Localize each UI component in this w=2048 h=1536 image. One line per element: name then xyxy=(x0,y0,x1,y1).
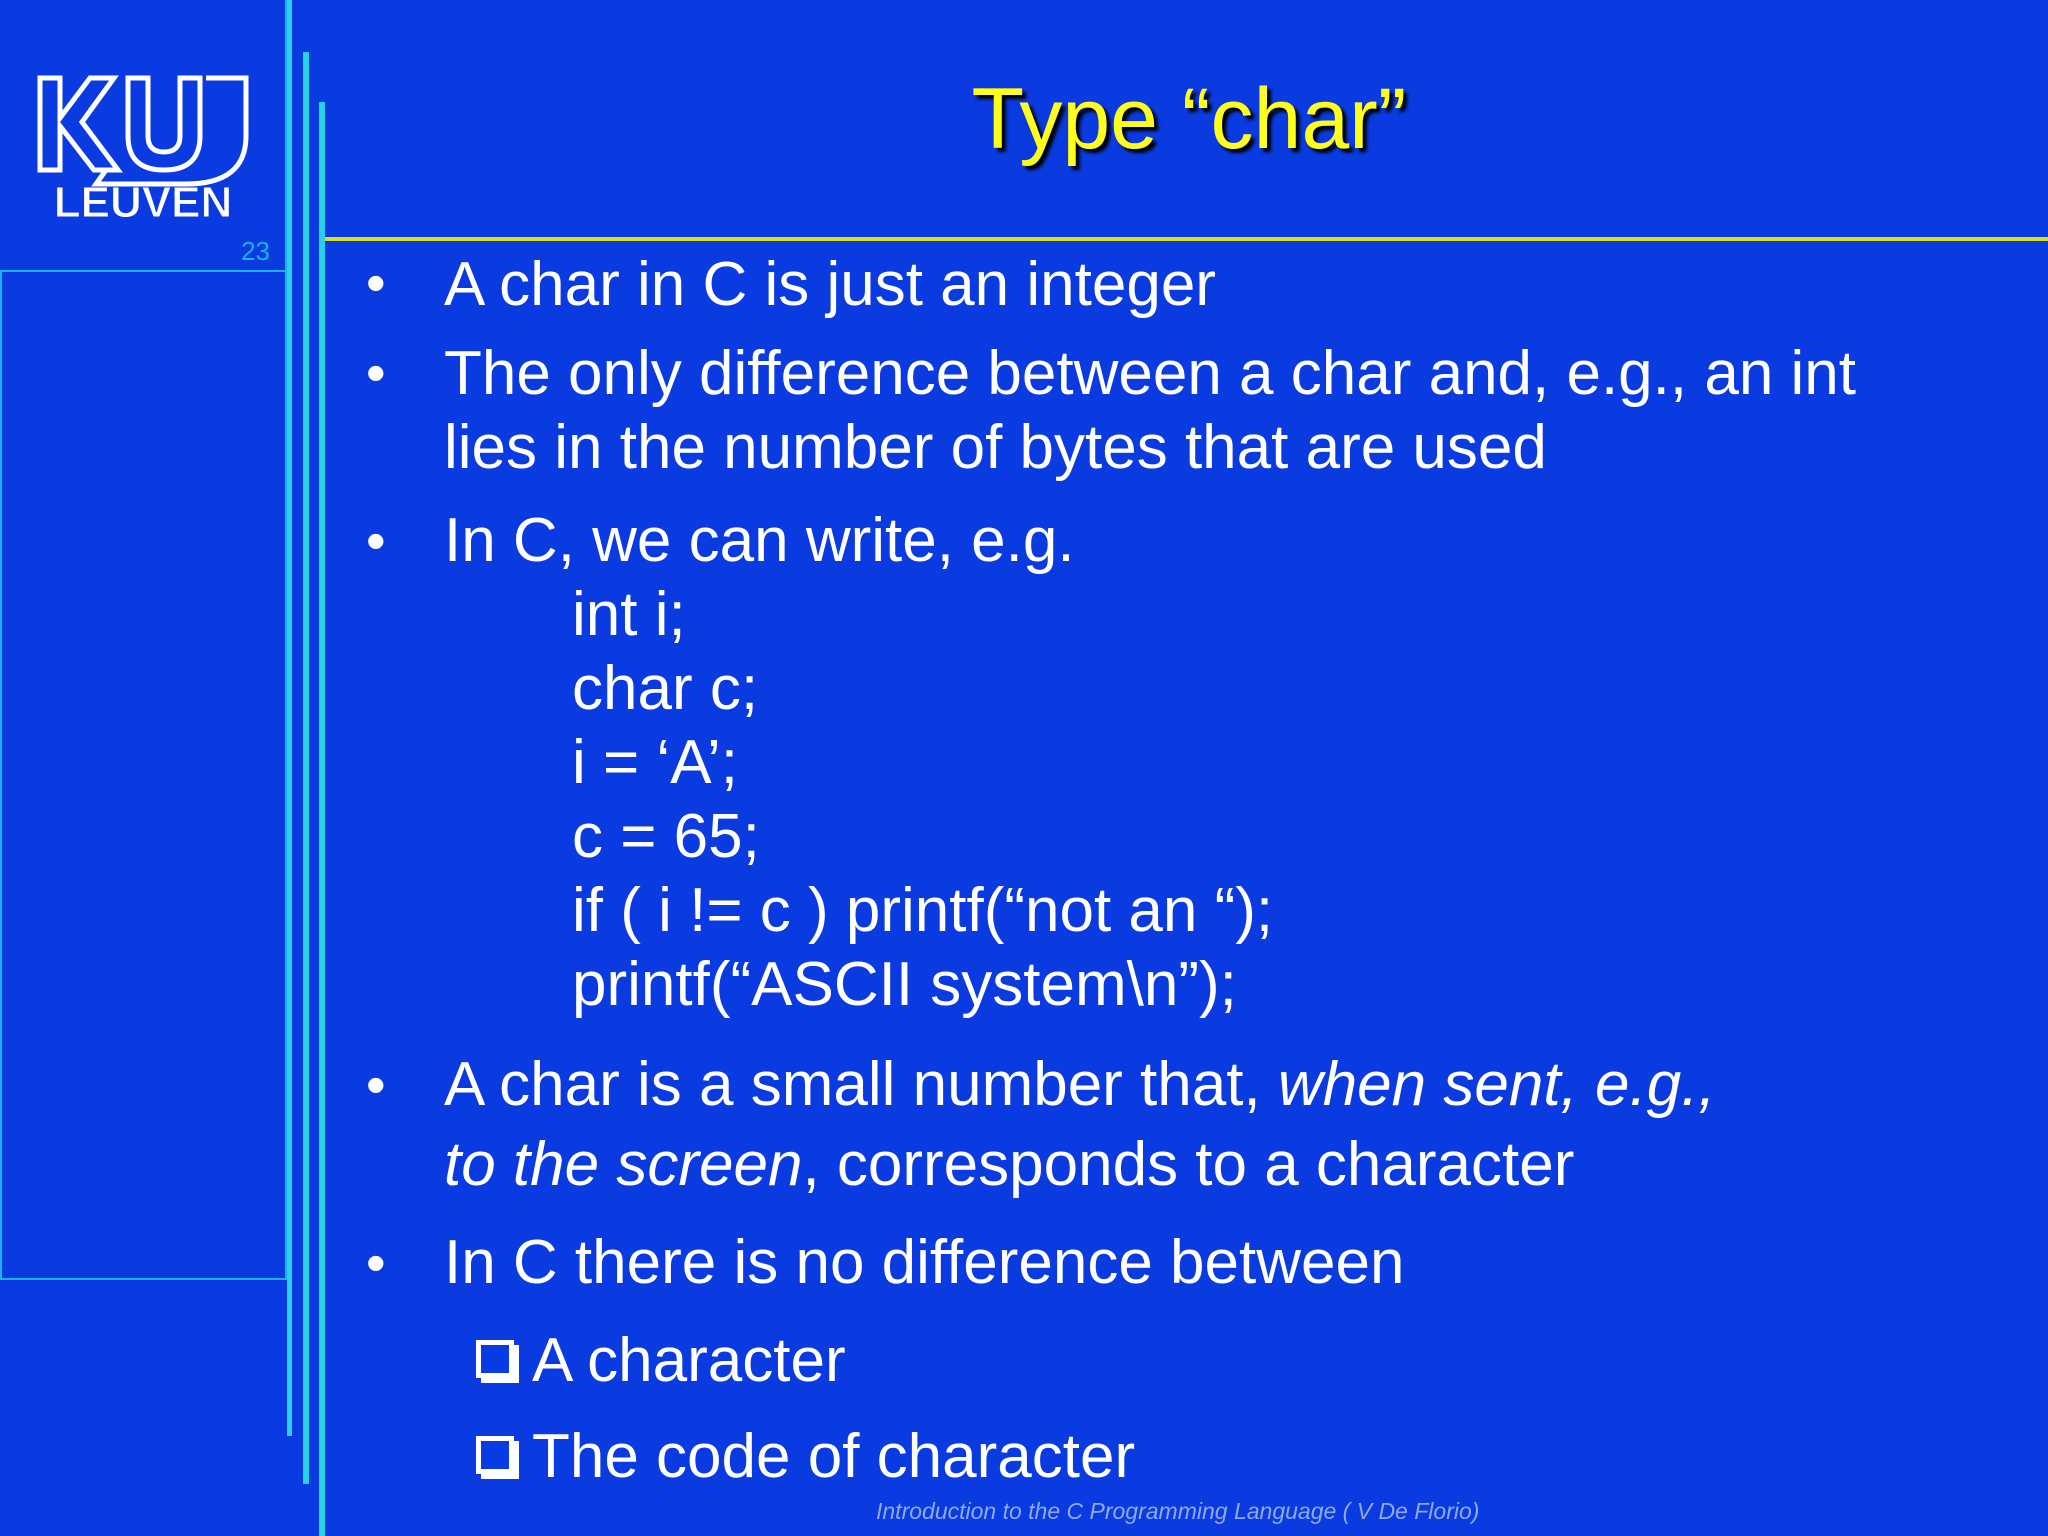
footer-text: Introduction to the C Programming Language ( V De Florio) xyxy=(876,1498,1480,1524)
checkbox-bullet-icon xyxy=(476,1340,514,1378)
code-line: printf(“ASCII system\n”); xyxy=(572,950,1237,1019)
bullet-text: A char is a small number that, when sent, e.g., xyxy=(444,1050,1716,1119)
bullet-marker: • xyxy=(366,1053,386,1116)
code-line: char c; xyxy=(572,654,759,723)
bullet-marker: • xyxy=(366,509,386,572)
bullet-marker: • xyxy=(366,1231,386,1294)
code-line: if ( i != c ) printf(“not an “); xyxy=(572,876,1274,945)
code-line: c = 65; xyxy=(572,802,760,871)
sub-item-text: The code of character xyxy=(532,1422,1136,1491)
code-line: i = ‘A’; xyxy=(572,728,738,797)
slide-title: Type “char” xyxy=(971,71,1407,167)
bullet-text: A char in C is just an integer xyxy=(444,250,1216,319)
bullet-text: to the screen, corresponds to a character xyxy=(444,1130,1575,1199)
bullet-text: In C, we can write, e.g. xyxy=(444,506,1075,575)
bullet-marker: • xyxy=(366,251,386,314)
code-line: int i; xyxy=(572,580,686,649)
bullet-text: In C there is no difference between xyxy=(444,1228,1405,1297)
slide-number: 23 xyxy=(241,236,270,266)
svg-text:LEUVEN: LEUVEN xyxy=(53,178,233,224)
bullet-text: lies in the number of bytes that are used xyxy=(444,413,1547,482)
checkbox-bullet-icon xyxy=(476,1436,514,1474)
bullet-marker: • xyxy=(366,341,386,404)
bullet-text: The only difference between a char and, e.g., an int xyxy=(444,339,1857,408)
sub-item-text: A character xyxy=(532,1326,846,1395)
